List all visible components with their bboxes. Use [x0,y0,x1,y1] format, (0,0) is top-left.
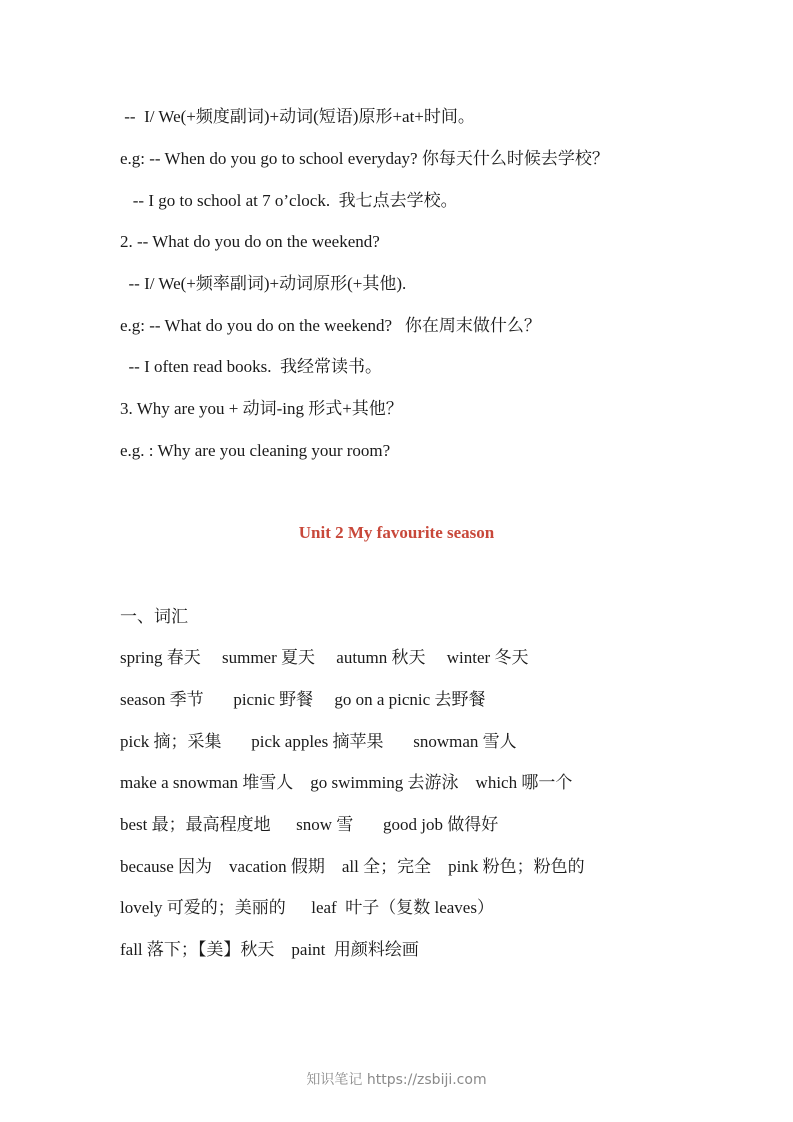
grammar-line: e.g: -- When do you go to school everyday? 你每天什么时候去学校？ [120,149,609,168]
vocabulary-line: because 因为 vacation 假期 all 全；完全 pink 粉色；粉色的 [120,857,585,876]
footer-watermark: 知识笔记 https://zsbiji.com [306,1072,487,1088]
grammar-line: -- I/ We(+频度副词)+动词(短语)原形+at+时间。 [120,107,475,126]
grammar-line: -- I go to school at 7 o’clock. 我七点去学校。 [120,191,458,210]
unit-title: Unit 2 My favourite season [298,523,495,542]
grammar-line: -- I/ We(+频率副词)+动词原形(+其他). [120,274,407,293]
vocabulary-line: spring 春天 summer 夏天 autumn 秋天 winter 冬天 [120,648,529,667]
vocabulary-line: pick 摘；采集 pick apples 摘苹果 snowman 雪人 [120,732,517,751]
vocabulary-heading: 一、词汇 [120,607,188,626]
grammar-line: e.g: -- What do you do on the weekend? 你在周末做什么？ [120,316,541,335]
grammar-line: 2. -- What do you do on the weekend? [120,232,380,251]
vocabulary-line: best 最；最高程度地 snow 雪 good job 做得好 [120,815,499,834]
vocabulary-line: lovely 可爱的；美丽的 leaf 叶子（复数 leaves） [120,898,494,917]
vocabulary-line: make a snowman 堆雪人 go swimming 去游泳 which 哪一个 [120,773,573,792]
grammar-line: e.g. : Why are you cleaning your room? [120,441,391,460]
vocabulary-line: season 季节 picnic 野餐 go on a picnic 去野餐 [120,690,486,709]
vocabulary-line: fall 落下；【美】秋天 paint 用颜料绘画 [120,940,419,959]
grammar-line: 3. Why are you + 动词-ing 形式+其他？ [120,399,403,418]
grammar-line: -- I often read books. 我经常读书。 [120,357,383,376]
